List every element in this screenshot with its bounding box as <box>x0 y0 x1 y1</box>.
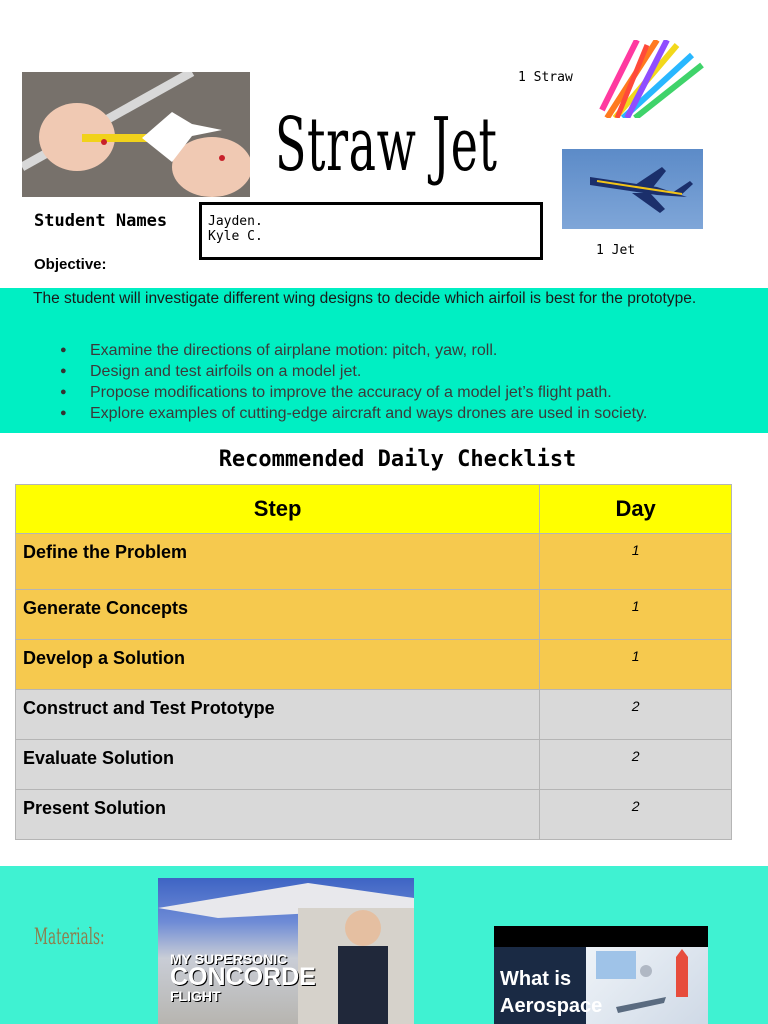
video-title-line: Aerospace <box>500 995 603 1017</box>
day-cell: 1 <box>540 640 732 690</box>
objective-bullets <box>60 340 647 424</box>
day-cell: 2 <box>540 790 732 840</box>
checklist-table <box>15 484 732 840</box>
checklist-title: Recommended Daily Checklist <box>218 447 577 472</box>
step-cell: Generate Concepts <box>16 590 540 640</box>
jet-image <box>562 149 703 229</box>
concorde-video-thumbnail[interactable] <box>158 878 414 1024</box>
student-name: Kyle C. <box>208 229 263 244</box>
objective-bullet: ● Design and test airfoils on a model jet. <box>60 361 647 382</box>
table-row <box>16 690 732 740</box>
day-cell: 1 <box>540 590 732 640</box>
video-title-line: CONCORDE <box>170 963 316 991</box>
aerospace-collage <box>586 947 708 1024</box>
objective-label: Objective: <box>34 256 107 273</box>
step-cell: Define the Problem <box>16 534 540 590</box>
step-column-header: Step <box>16 485 540 534</box>
video-title-line: What is <box>500 968 572 990</box>
objective-bullet: ● Explore examples of cutting-edge aircraft and ways drones are used in society. <box>60 403 647 424</box>
page-title: Straw Jet <box>275 102 498 188</box>
objective-bullet: ● Examine the directions of airplane motion: pitch, yaw, roll. <box>60 340 647 361</box>
table-row <box>16 590 732 640</box>
video-title-line: MY SUPERSONIC <box>170 951 288 967</box>
step-cell: Develop a Solution <box>16 640 540 690</box>
day-column-header: Day <box>540 485 732 534</box>
table-row <box>16 640 732 690</box>
objective-bullet: ● Propose modifications to improve the accuracy of a model jet’s flight path. <box>60 382 647 403</box>
step-cell: Evaluate Solution <box>16 740 540 790</box>
step-cell: Construct and Test Prototype <box>16 690 540 740</box>
table-row <box>16 790 732 840</box>
video-title <box>500 966 602 1020</box>
straw-label: 1 Straw <box>518 70 573 85</box>
materials-label: Materials: <box>34 925 105 950</box>
day-cell: 2 <box>540 690 732 740</box>
student-name: Jayden. <box>208 214 263 229</box>
video-title-line: FLIGHT <box>170 988 221 1004</box>
aerospace-video-thumbnail[interactable] <box>494 926 708 1024</box>
jet-label: 1 Jet <box>596 243 636 258</box>
straws-image <box>597 40 709 118</box>
student-names-label: Student Names <box>34 211 168 231</box>
table-row <box>16 534 732 590</box>
day-cell: 2 <box>540 740 732 790</box>
student-names-field[interactable] <box>199 202 543 260</box>
table-header-row <box>16 485 732 534</box>
table-row <box>16 740 732 790</box>
objective-text: The student will investigate different wing designs to decide which airfoil is best for the prototype. <box>33 290 697 307</box>
step-cell: Present Solution <box>16 790 540 840</box>
straw-jet-photo <box>22 72 250 197</box>
day-cell: 1 <box>540 534 732 590</box>
